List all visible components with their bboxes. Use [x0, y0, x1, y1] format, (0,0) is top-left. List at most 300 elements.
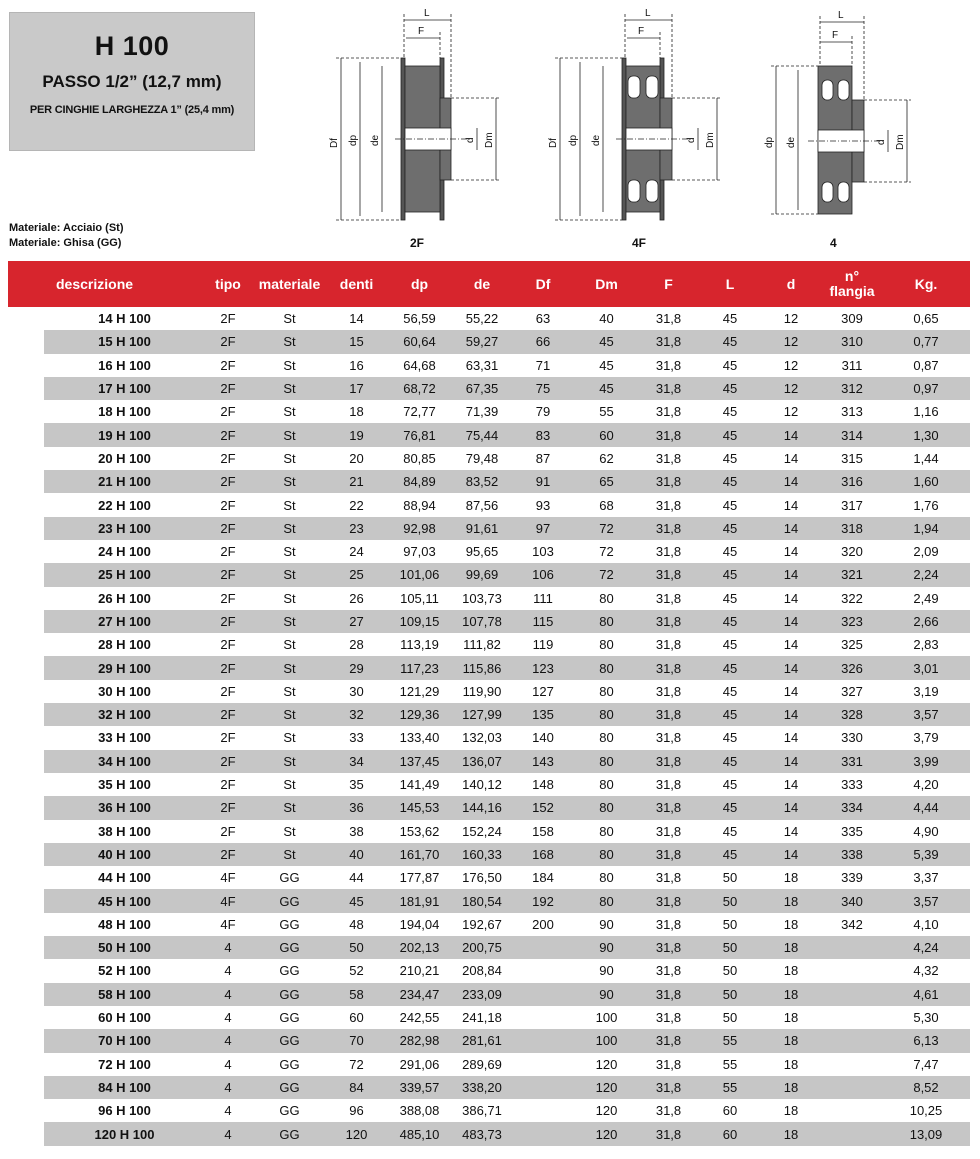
cell-de: 79,48 — [465, 450, 499, 466]
cell-dp: 84,89 — [385, 470, 454, 493]
cell-materiale: St — [283, 311, 296, 327]
cell-dp: 202,13 — [385, 936, 454, 959]
cell-denti: 96 — [349, 1103, 364, 1119]
cell-f: 31,8 — [637, 750, 700, 773]
col-l: L — [700, 261, 760, 307]
cell-kg: 0,87 — [913, 357, 939, 373]
cell-denti: 32 — [328, 703, 385, 726]
cell-df: 79 — [535, 404, 551, 420]
cell-kg: 2,24 — [882, 563, 970, 586]
cell-de: 91,61 — [454, 517, 510, 540]
cell-dm: 45 — [599, 357, 614, 373]
cell-tipo: 4 — [224, 1010, 232, 1026]
cell-de: 63,31 — [465, 357, 499, 373]
cell-denti: 60 — [349, 1010, 364, 1026]
cell-f: 31,8 — [655, 497, 682, 513]
cell-denti: 26 — [349, 590, 364, 606]
cell-l: 45 — [700, 330, 760, 353]
cell-descrizione: 18 H 100 — [98, 404, 151, 420]
cell-tipo: 2F — [205, 423, 251, 446]
cell-de: 338,20 — [454, 1076, 510, 1099]
table-row — [8, 1076, 970, 1099]
cell-materiale: GG — [279, 963, 300, 979]
cell-df: 83 — [510, 423, 576, 446]
row-spacer — [8, 889, 44, 912]
table-row — [8, 750, 970, 773]
row-spacer — [8, 820, 44, 843]
cell-tipo: 4F — [205, 889, 251, 912]
cell-kg: 4,32 — [913, 963, 939, 979]
cell-descrizione: 58 H 100 — [44, 983, 205, 1006]
cell-denti: 48 — [349, 916, 364, 932]
cell-denti: 40 — [328, 843, 385, 866]
cell-materiale: St — [283, 590, 296, 606]
cell-materiale: St — [251, 750, 328, 773]
cell-dm: 72 — [599, 544, 614, 560]
cell-tipo: 2F — [205, 610, 251, 633]
cell-descrizione: 48 H 100 — [98, 916, 151, 932]
cell-kg: 4,90 — [913, 823, 939, 839]
cell-d: 14 — [783, 637, 799, 653]
cell-flangia: 320 — [841, 544, 863, 560]
cell-de: 67,35 — [454, 377, 510, 400]
cell-l: 50 — [722, 870, 738, 886]
cell-f: 31,8 — [655, 357, 682, 373]
cell-dp: 56,59 — [403, 311, 436, 327]
cell-df: 103 — [532, 544, 554, 560]
cell-dm: 80 — [599, 777, 614, 793]
cell-dp: 72,77 — [403, 404, 436, 420]
table-row — [8, 470, 970, 493]
col-d: d — [760, 261, 822, 307]
cell-dm: 120 — [595, 1056, 618, 1072]
cell-materiale: St — [283, 777, 296, 793]
cell-denti: 30 — [349, 683, 364, 699]
cell-dp: 177,87 — [399, 870, 440, 886]
cell-l: 55 — [700, 1076, 760, 1099]
cell-de: 99,69 — [454, 563, 510, 586]
cell-denti: 35 — [349, 777, 364, 793]
cell-tipo: 2F — [205, 750, 251, 773]
cell-denti: 21 — [328, 470, 385, 493]
cell-f: 31,8 — [637, 1122, 700, 1145]
cell-tipo: 2F — [205, 377, 251, 400]
cell-dm: 80 — [599, 730, 614, 746]
caption-4: 4 — [830, 236, 837, 250]
table-row — [8, 307, 970, 330]
table-row — [8, 400, 970, 423]
col-dp: dp — [385, 261, 454, 307]
cell-f: 31,8 — [637, 656, 700, 679]
row-spacer — [8, 307, 44, 330]
cell-materiale: St — [251, 517, 328, 540]
cell-descrizione: 84 H 100 — [44, 1076, 205, 1099]
cell-descrizione: 26 H 100 — [98, 590, 151, 606]
cell-dm: 120 — [576, 1076, 637, 1099]
table-header — [8, 261, 970, 307]
table-row — [8, 866, 970, 889]
cell-de: 55,22 — [465, 311, 499, 327]
cell-df: 93 — [535, 497, 551, 513]
cell-f: 31,8 — [655, 590, 682, 606]
cell-f: 31,8 — [637, 330, 700, 353]
cell-de: 483,73 — [454, 1122, 510, 1145]
cell-d: 14 — [783, 590, 799, 606]
cell-kg: 1,76 — [913, 497, 939, 513]
cell-flangia: 323 — [822, 610, 882, 633]
cell-dm: 80 — [576, 750, 637, 773]
row-spacer — [8, 1122, 44, 1145]
cell-descrizione: 21 H 100 — [44, 470, 205, 493]
cell-flangia — [822, 936, 882, 959]
dim-l-4: L — [838, 10, 844, 21]
row-spacer — [8, 680, 44, 703]
cell-l: 45 — [722, 450, 738, 466]
table-body — [8, 307, 970, 1146]
cell-kg: 3,57 — [882, 889, 970, 912]
cell-dp: 242,55 — [399, 1010, 440, 1026]
cell-descrizione: 22 H 100 — [98, 497, 151, 513]
cell-flangia — [822, 1006, 882, 1029]
cell-dp: 485,10 — [385, 1122, 454, 1145]
cell-dm: 62 — [599, 450, 614, 466]
cell-l: 45 — [722, 357, 738, 373]
cell-df — [510, 936, 576, 959]
cell-kg: 3,01 — [882, 656, 970, 679]
dim-f-4: F — [832, 30, 839, 41]
cell-d: 14 — [760, 610, 822, 633]
cell-d: 18 — [760, 983, 822, 1006]
cell-l: 45 — [722, 544, 738, 560]
cell-denti: 18 — [349, 404, 364, 420]
caption-4f: 4F — [632, 236, 647, 250]
col-descrizione: descrizione — [44, 261, 205, 307]
cell-kg: 10,25 — [909, 1103, 943, 1119]
cell-d: 14 — [783, 497, 799, 513]
cell-f: 31,8 — [655, 450, 682, 466]
cell-descrizione: 14 H 100 — [98, 311, 151, 327]
cell-dp: 60,64 — [385, 330, 454, 353]
cell-flangia: 316 — [822, 470, 882, 493]
cell-de: 192,67 — [462, 916, 502, 932]
cell-df: 140 — [532, 730, 554, 746]
table-row — [8, 1006, 970, 1029]
cell-descrizione: 45 H 100 — [44, 889, 205, 912]
cell-denti: 22 — [349, 497, 364, 513]
cell-d: 12 — [783, 311, 799, 327]
dim-d-2f: d — [465, 137, 476, 143]
cell-dp: 76,81 — [385, 423, 454, 446]
col-spacer — [8, 261, 44, 307]
row-spacer — [8, 843, 44, 866]
cell-tipo: 2F — [220, 357, 236, 373]
cell-kg: 0,97 — [882, 377, 970, 400]
cell-dm: 55 — [599, 404, 614, 420]
table-row — [8, 773, 970, 796]
cell-flangia: 327 — [841, 683, 863, 699]
cell-flangia: 330 — [841, 730, 863, 746]
cell-l: 55 — [722, 1056, 738, 1072]
cell-flangia — [822, 959, 882, 982]
cell-descrizione: 96 H 100 — [98, 1103, 151, 1119]
cell-dp: 141,49 — [399, 777, 440, 793]
cell-descrizione: 44 H 100 — [98, 870, 151, 886]
cell-kg: 0,65 — [913, 311, 939, 327]
cell-d: 18 — [760, 936, 822, 959]
cell-kg: 4,20 — [913, 777, 939, 793]
cell-de: 386,71 — [462, 1103, 502, 1119]
cell-l: 45 — [700, 796, 760, 819]
cell-f: 31,8 — [637, 983, 700, 1006]
cell-tipo: 2F — [205, 517, 251, 540]
cell-flangia: 314 — [822, 423, 882, 446]
cell-kg: 8,52 — [882, 1076, 970, 1099]
cell-kg: 3,79 — [913, 730, 939, 746]
row-spacer — [8, 913, 44, 936]
cell-dp: 92,98 — [385, 517, 454, 540]
cell-dp: 121,29 — [399, 683, 440, 699]
cell-descrizione: 35 H 100 — [98, 777, 151, 793]
cell-descrizione: 120 H 100 — [44, 1122, 205, 1145]
dim-dp-4: dp — [764, 136, 775, 148]
cell-de: 127,99 — [454, 703, 510, 726]
cell-f: 31,8 — [655, 544, 682, 560]
cell-dm: 72 — [576, 517, 637, 540]
cell-df: 91 — [510, 470, 576, 493]
belt-width-label: PER CINGHIE LARGHEZZA 1” (25,4 mm) — [29, 104, 235, 116]
table-row — [8, 423, 970, 446]
drawing-4 — [771, 16, 911, 214]
cell-f: 31,8 — [637, 423, 700, 446]
dim-d-4: d — [876, 139, 887, 145]
cell-dm: 90 — [599, 916, 614, 932]
row-spacer — [8, 330, 44, 353]
cell-denti: 36 — [328, 796, 385, 819]
table-row — [8, 703, 970, 726]
table-row — [8, 587, 970, 610]
cell-df: 148 — [532, 777, 554, 793]
cell-de: 289,69 — [462, 1056, 502, 1072]
row-spacer — [8, 703, 44, 726]
cell-kg: 0,77 — [882, 330, 970, 353]
row-spacer — [8, 656, 44, 679]
cell-d: 14 — [760, 423, 822, 446]
table-row — [8, 889, 970, 912]
dim-dm-4: Dm — [895, 134, 906, 150]
cell-f: 31,8 — [655, 637, 682, 653]
cell-de: 176,50 — [462, 870, 502, 886]
cell-descrizione: 15 H 100 — [44, 330, 205, 353]
material-steel: Materiale: Acciaio (St) — [9, 222, 124, 234]
cell-dm: 68 — [599, 497, 614, 513]
cell-d: 14 — [760, 517, 822, 540]
cell-tipo: 4 — [205, 936, 251, 959]
cell-materiale: St — [251, 656, 328, 679]
cell-tipo: 2F — [205, 330, 251, 353]
row-spacer — [8, 610, 44, 633]
cell-df: 192 — [510, 889, 576, 912]
cell-flangia — [822, 1099, 882, 1122]
row-spacer — [8, 517, 44, 540]
cell-df: 184 — [532, 870, 554, 886]
cell-materiale: GG — [279, 1056, 300, 1072]
cell-d: 12 — [760, 330, 822, 353]
cell-descrizione: 29 H 100 — [44, 656, 205, 679]
cell-dp: 113,19 — [400, 637, 439, 653]
dim-df-4f: Df — [548, 138, 559, 148]
cell-materiale: GG — [251, 1076, 328, 1099]
cell-d: 14 — [760, 656, 822, 679]
cell-d: 14 — [760, 470, 822, 493]
cell-de: 281,61 — [454, 1029, 510, 1052]
cell-df: 143 — [510, 750, 576, 773]
cell-kg: 1,44 — [913, 450, 939, 466]
cell-l: 45 — [700, 750, 760, 773]
cell-dp: 133,40 — [399, 730, 440, 746]
table-row — [8, 377, 970, 400]
cell-dm: 80 — [576, 796, 637, 819]
cell-dp: 282,98 — [385, 1029, 454, 1052]
cell-denti: 29 — [328, 656, 385, 679]
cell-l: 50 — [700, 983, 760, 1006]
cell-l: 45 — [722, 311, 738, 327]
cell-materiale: St — [283, 823, 296, 839]
cell-df: 87 — [535, 450, 551, 466]
cell-flangia: 338 — [822, 843, 882, 866]
cell-denti: 23 — [328, 517, 385, 540]
cell-tipo: 4 — [224, 963, 232, 979]
cell-l: 50 — [722, 916, 738, 932]
cell-d: 14 — [760, 843, 822, 866]
cell-kg: 3,57 — [882, 703, 970, 726]
cell-f: 31,8 — [655, 1103, 682, 1119]
cell-dm: 80 — [599, 823, 614, 839]
cell-kg: 2,66 — [882, 610, 970, 633]
cell-kg: 6,13 — [882, 1029, 970, 1052]
cell-flangia: 311 — [841, 357, 863, 373]
col-df: Df — [510, 261, 576, 307]
cell-dm: 40 — [599, 311, 614, 327]
dim-de-4f: de — [591, 134, 602, 146]
cell-l: 45 — [700, 703, 760, 726]
cell-tipo: 2F — [220, 637, 236, 653]
cell-de: 233,09 — [454, 983, 510, 1006]
pitch-label: PASSO 1/2” (12,7 mm) — [42, 72, 222, 91]
cell-de: 103,73 — [462, 590, 502, 606]
row-spacer — [8, 1029, 44, 1052]
cell-l: 45 — [722, 823, 738, 839]
cell-f: 31,8 — [655, 683, 682, 699]
cell-dp: 64,68 — [403, 357, 436, 373]
cell-d: 12 — [783, 357, 799, 373]
cell-flangia: 328 — [822, 703, 882, 726]
dim-de-2f: de — [370, 134, 381, 146]
cell-descrizione: 27 H 100 — [44, 610, 205, 633]
table-row — [8, 1099, 970, 1122]
cell-dm: 90 — [599, 963, 614, 979]
table-row — [8, 1029, 970, 1052]
cell-de: 115,86 — [454, 656, 510, 679]
cell-materiale: GG — [279, 1103, 300, 1119]
table-row — [8, 913, 970, 936]
cell-descrizione: 34 H 100 — [44, 750, 205, 773]
table-row — [8, 563, 970, 586]
cell-descrizione: 33 H 100 — [98, 730, 151, 746]
cell-dm: 45 — [576, 330, 637, 353]
table-row — [8, 610, 970, 633]
cell-materiale: GG — [251, 1029, 328, 1052]
cell-f: 31,8 — [655, 777, 682, 793]
cell-materiale: St — [283, 637, 296, 653]
cell-materiale: St — [283, 544, 296, 560]
cell-d: 14 — [783, 823, 799, 839]
cell-d: 14 — [783, 450, 799, 466]
cell-d: 18 — [783, 1010, 799, 1026]
cell-descrizione: 32 H 100 — [44, 703, 205, 726]
cell-materiale: GG — [279, 916, 300, 932]
cell-denti: 120 — [328, 1122, 385, 1145]
cell-f: 31,8 — [637, 889, 700, 912]
cell-de: 111,82 — [463, 637, 501, 653]
row-spacer — [8, 354, 44, 377]
cell-de: 83,52 — [454, 470, 510, 493]
cell-flangia: 322 — [841, 590, 863, 606]
cell-dp: 210,21 — [399, 963, 440, 979]
row-spacer — [8, 447, 44, 470]
row-spacer — [8, 1053, 44, 1076]
cell-denti: 17 — [328, 377, 385, 400]
cell-dp: 181,91 — [385, 889, 454, 912]
cell-kg: 1,16 — [913, 404, 939, 420]
cell-dp: 234,47 — [385, 983, 454, 1006]
cell-dm: 100 — [576, 1029, 637, 1052]
cell-denti: 44 — [349, 870, 364, 886]
cell-materiale: GG — [251, 936, 328, 959]
cell-materiale: GG — [251, 889, 328, 912]
cell-denti: 52 — [349, 963, 364, 979]
cell-tipo: 2F — [220, 823, 236, 839]
cell-descrizione: 20 H 100 — [98, 450, 151, 466]
cell-f: 31,8 — [637, 610, 700, 633]
cell-dm: 65 — [576, 470, 637, 493]
cell-f: 31,8 — [655, 916, 682, 932]
cell-df: 111 — [533, 590, 553, 606]
cell-materiale: GG — [251, 983, 328, 1006]
cell-d: 14 — [783, 683, 799, 699]
cell-kg: 7,47 — [913, 1056, 939, 1072]
cell-dp: 153,62 — [399, 823, 440, 839]
cell-materiale: St — [283, 497, 296, 513]
cell-tipo: 2F — [205, 703, 251, 726]
cell-l: 50 — [700, 936, 760, 959]
cell-df: 200 — [532, 916, 554, 932]
cell-df: 63 — [535, 311, 551, 327]
cell-tipo: 2F — [205, 843, 251, 866]
cell-flangia: 318 — [822, 517, 882, 540]
cell-l: 60 — [700, 1122, 760, 1145]
cell-df: 119 — [532, 637, 554, 653]
cell-f: 31,8 — [655, 823, 682, 839]
cell-f: 31,8 — [655, 870, 682, 886]
dim-dp-4f: dp — [568, 134, 579, 146]
cell-kg: 5,39 — [882, 843, 970, 866]
cell-f: 31,8 — [637, 796, 700, 819]
cell-l: 45 — [722, 683, 738, 699]
cell-dm: 80 — [599, 637, 614, 653]
cell-dp: 68,72 — [385, 377, 454, 400]
cell-df — [510, 1029, 576, 1052]
cell-flangia — [822, 1029, 882, 1052]
